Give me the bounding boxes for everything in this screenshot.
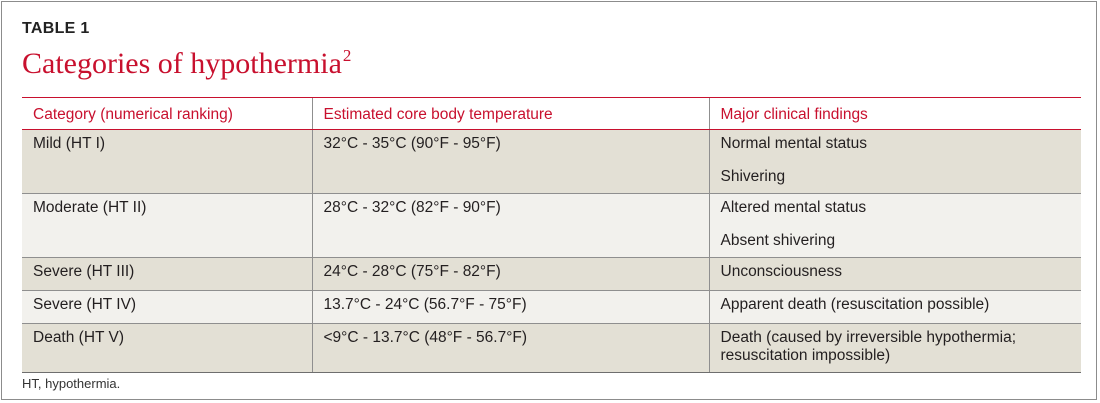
findings-cell: [709, 324, 1081, 373]
findings-cell: [709, 291, 1081, 324]
category-cell: Severe (HT IV): [22, 291, 312, 324]
title-reference-superscript: 2: [342, 46, 352, 65]
finding-item: Altered mental status: [720, 199, 867, 216]
table-row: [22, 194, 1081, 258]
table-row: [22, 258, 1081, 291]
table-frame: [1, 1, 1097, 400]
table-row: [22, 291, 1081, 324]
table-row: [22, 130, 1081, 194]
finding-item: Death (caused by irreversible hypothermia; resuscitation impossible): [720, 329, 1016, 364]
temperature-cell: 13.7°C - 24°C (56.7°F - 75°F): [312, 291, 709, 324]
category-cell: Mild (HT I): [22, 130, 312, 194]
table-row: [22, 324, 1081, 373]
category-cell: Death (HT V): [22, 324, 312, 373]
table-label: TABLE 1: [22, 20, 90, 37]
finding-item: Normal mental status: [720, 135, 867, 152]
finding-item: Apparent death (resuscitation possible): [720, 296, 990, 313]
temperature-cell: 28°C - 32°C (82°F - 90°F): [312, 194, 709, 258]
temperature-cell: <9°C - 13.7°C (48°F - 56.7°F): [312, 324, 709, 373]
title-text: Categories of hypothermia: [22, 47, 342, 80]
finding-item: Absent shivering: [720, 232, 836, 249]
category-cell: Moderate (HT II): [22, 194, 312, 258]
table-footnote: HT, hypothermia.: [22, 376, 121, 391]
findings-cell: [709, 130, 1081, 194]
category-cell: Severe (HT III): [22, 258, 312, 291]
finding-item: Unconsciousness: [720, 263, 842, 280]
temperature-cell: 24°C - 28°C (75°F - 82°F): [312, 258, 709, 291]
table-title: [22, 46, 351, 81]
hypothermia-categories-table: [22, 97, 1081, 373]
findings-cell: [709, 194, 1081, 258]
finding-item: Shivering: [720, 168, 786, 185]
findings-cell: [709, 258, 1081, 291]
temperature-cell: 32°C - 35°C (90°F - 95°F): [312, 130, 709, 194]
header-findings: Major clinical findings: [709, 98, 1081, 130]
header-row: [22, 98, 1081, 130]
header-temperature: Estimated core body temperature: [312, 98, 709, 130]
header-category: Category (numerical ranking): [22, 98, 312, 130]
